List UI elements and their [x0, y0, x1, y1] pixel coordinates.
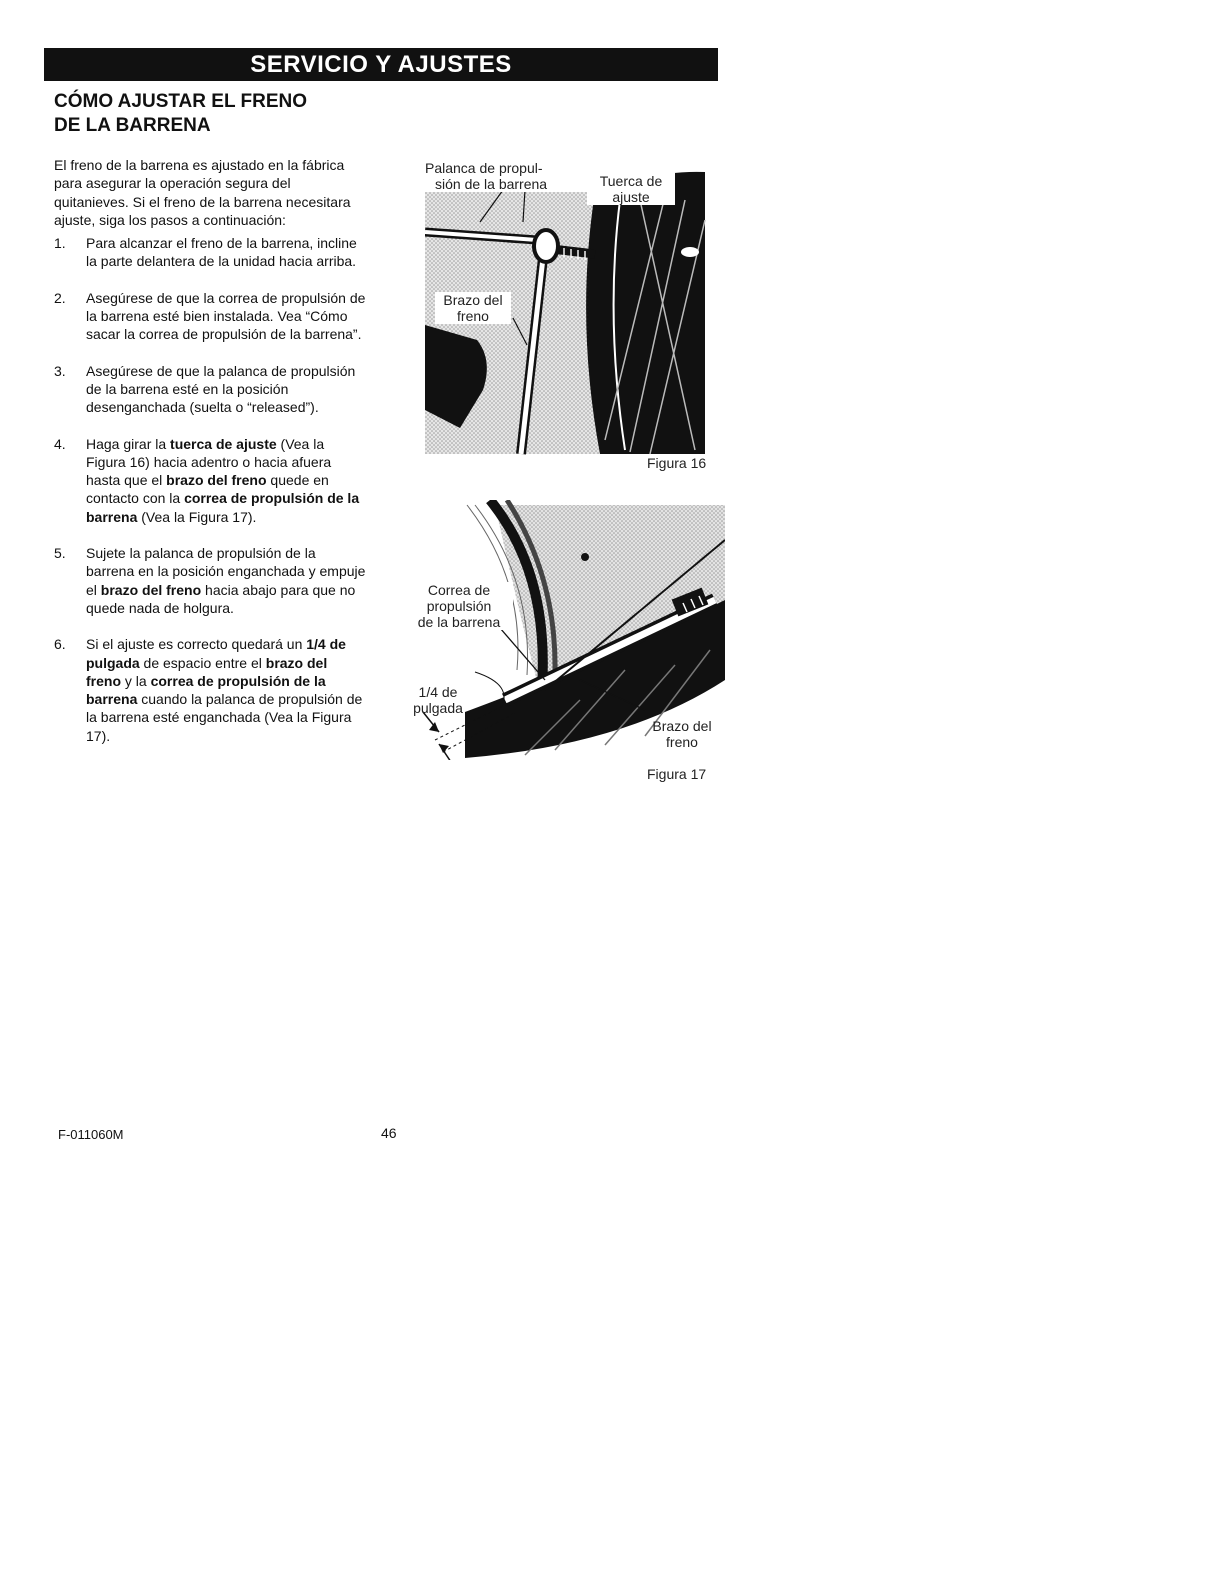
step-number: 2.: [54, 289, 66, 306]
step-text: Haga girar la: [86, 435, 171, 452]
step-item: [54, 362, 366, 417]
step-bold-term: tuerca de ajuste: [170, 435, 277, 452]
step-number: 3.: [54, 362, 66, 379]
step-bold-term: brazo del freno: [166, 472, 267, 489]
label-brake-arm-fig17: [643, 718, 721, 750]
step-number: 1.: [54, 235, 66, 252]
figure-16-caption: Figura 16: [647, 455, 707, 471]
step-text: y la: [121, 672, 151, 689]
step-text: quede en contacto con la: [86, 472, 329, 507]
step-bold-term: brazo del freno: [100, 581, 202, 598]
step-number: 6.: [54, 636, 66, 653]
label-auger-belt-line-1: Correa de: [427, 582, 491, 598]
step-text: Asegúrese de que la correa de propulsión de la barrena esté bien instalada. Vea “Cómo sacar la correa de propulsión de la barrena”.: [86, 289, 366, 343]
step-text: hacia abajo para que no quede nada de holgura.: [86, 581, 356, 616]
step-text: (Vea la Figura 17).: [137, 508, 257, 525]
figure-17-caption: Figura 17: [647, 766, 707, 782]
label-auger-belt-line-3: de la barrena: [417, 614, 501, 630]
step-item: [54, 635, 366, 745]
label-adjusting-nut: [587, 173, 675, 205]
label-brake-arm-fig16: [435, 292, 511, 324]
label-quarter-inch-line-2: pulgada: [413, 700, 463, 716]
step-number: 5.: [54, 545, 66, 562]
label-auger-lever: [425, 160, 575, 192]
label-brake-arm-fig17-line-2: freno: [666, 734, 698, 750]
step-text: cuando la palanca de propulsión de la barrena esté enganchada (Vea la Figura 17).: [86, 691, 363, 744]
step-text: Sujete la palanca de propulsión de la barrena en la posición enganchada y empuje el: [86, 545, 366, 598]
label-quarter-inch-line-1: 1/4 de: [418, 684, 458, 700]
step-bold-term: correa de propulsión de la barrena: [86, 672, 326, 708]
label-brake-arm-fig17-line-1: Brazo del: [652, 718, 712, 734]
label-auger-lever-line-1: Palanca de propul-: [425, 160, 543, 176]
step-bold-term: correa de propulsión de la barrena: [86, 490, 360, 525]
document-code: F-011060M: [58, 1127, 124, 1142]
label-adjusting-nut-line-1: Tuerca de: [599, 173, 663, 189]
step-bold-term: brazo del freno: [86, 654, 328, 689]
label-adjusting-nut-line-2: ajuste: [612, 189, 650, 205]
step-item: [54, 544, 366, 617]
label-auger-belt-line-2: propulsión: [426, 598, 492, 614]
step-text: Si el ajuste es correcto quedará un: [86, 636, 307, 653]
page-heading: [54, 90, 414, 138]
label-brake-arm-fig16-line-1: Brazo del: [443, 292, 503, 308]
label-auger-lever-line-2: sión de la barrena: [435, 176, 548, 192]
page-number: 46: [381, 1125, 397, 1141]
intro-paragraph: El freno de la barrena es ajustado en la fábrica para asegurar la operación segura del quitanieves. Si el freno de la barrena necesitara ajuste, siga los pasos a continuación:: [54, 157, 351, 228]
step-number: 4.: [54, 435, 66, 452]
figure-16: [425, 160, 715, 470]
step-item: [54, 234, 366, 271]
instructions-column: [54, 156, 366, 763]
step-text: (Vea la Figura 16) hacia adentro o hacia afuera hasta que el: [86, 435, 332, 489]
heading-line-1: CÓMO AJUSTAR EL FRENO: [54, 91, 307, 112]
step-item: [54, 289, 366, 344]
label-brake-arm-fig16-line-2: freno: [457, 308, 489, 324]
figure-17: [405, 500, 725, 790]
label-quarter-inch: [407, 684, 469, 716]
step-text: Asegúrese de que la palanca de propulsión de la barrena esté en la posición desenganchada (suelta o “released”).: [86, 362, 356, 416]
steps-list: [54, 234, 366, 745]
step-item: [54, 435, 366, 526]
step-text: Para alcanzar el freno de la barrena, incline la parte delantera de la unidad hacia arriba.: [86, 235, 357, 270]
step-text: de espacio entre el: [139, 654, 266, 671]
heading-line-2: DE LA BARRENA: [54, 115, 211, 136]
step-bold-term: 1/4 de pulgada: [86, 636, 346, 671]
section-banner: SERVICIO Y AJUSTES: [44, 48, 718, 81]
label-auger-belt: [405, 582, 513, 630]
